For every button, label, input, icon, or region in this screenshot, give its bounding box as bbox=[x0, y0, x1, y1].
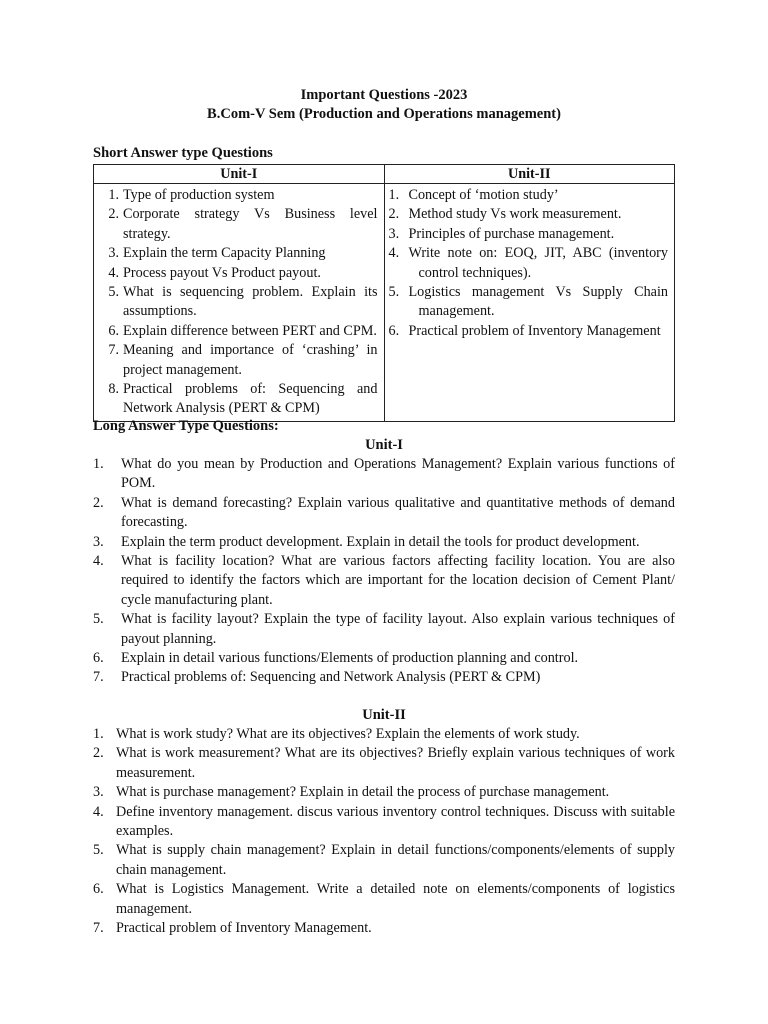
item-text: Process payout Vs Product payout. bbox=[123, 264, 321, 281]
item-number: 5. bbox=[108, 284, 119, 301]
unit1-column-header: Unit-I bbox=[94, 165, 385, 184]
item-text: Principles of purchase management. bbox=[408, 225, 615, 242]
item-number: 1. bbox=[93, 456, 104, 472]
item-number: 8. bbox=[108, 381, 119, 398]
item-text: Write note on: EOQ, JIT, ABC (inventory control techniques). bbox=[408, 245, 668, 281]
item-number: 3. bbox=[108, 245, 119, 262]
list-item bbox=[389, 225, 669, 244]
item-text: What do you mean by Production and Operations Management? Explain various functions of POM. bbox=[121, 456, 675, 492]
item-number: 1. bbox=[108, 187, 119, 203]
long-unit2-list bbox=[93, 725, 675, 938]
item-text: What is demand forecasting? Explain various qualitative and quantitative methods of demand forecasting. bbox=[121, 494, 675, 531]
long-unit1-list bbox=[93, 455, 675, 688]
item-text: Practical problem of Inventory Management bbox=[408, 322, 661, 339]
list-item bbox=[389, 283, 669, 322]
item-text: Practical problems of: Sequencing and Network Analysis (PERT & CPM) bbox=[121, 669, 541, 686]
item-text: What is supply chain management? Explain in detail functions/components/elements of supply chain management. bbox=[116, 842, 675, 878]
document-subtitle: B.Com-V Sem (Production and Operations management) bbox=[207, 106, 561, 122]
item-number: 2. bbox=[93, 745, 104, 762]
item-number: 4. bbox=[108, 264, 119, 281]
item-number: 6. bbox=[108, 322, 119, 339]
unit1-short-list bbox=[98, 186, 378, 419]
item-number: 3. bbox=[93, 784, 104, 801]
list-item bbox=[93, 744, 675, 783]
item-text: What is facility location? What are various factors affecting facility location. You are also required to identify the factors which are important for the location decision of Cement Plant/ cycle manufacturing plant. bbox=[121, 553, 675, 608]
list-item bbox=[93, 880, 675, 919]
list-item bbox=[98, 341, 378, 380]
list-item bbox=[98, 205, 378, 244]
item-number: 1. bbox=[388, 187, 400, 203]
unit2-column-header: Unit-II bbox=[384, 165, 675, 184]
list-item bbox=[98, 186, 378, 205]
list-item bbox=[93, 494, 675, 533]
list-item bbox=[98, 380, 378, 419]
list-item bbox=[93, 841, 675, 880]
item-text: Explain the term product development. Explain in detail the tools for product development. bbox=[121, 533, 640, 550]
item-text: What is purchase management? Explain in detail the process of purchase management. bbox=[116, 784, 610, 801]
list-item bbox=[93, 649, 675, 668]
list-item bbox=[93, 552, 675, 610]
item-text: What is sequencing problem. Explain its assumptions. bbox=[123, 284, 378, 320]
item-number: 5. bbox=[93, 611, 104, 628]
item-text: Meaning and importance of ‘crashing’ in project management. bbox=[123, 342, 378, 378]
item-number: 4. bbox=[93, 803, 104, 820]
item-number: 6. bbox=[93, 650, 104, 667]
item-text: Method study Vs work measurement. bbox=[408, 206, 622, 223]
short-answer-heading: Short Answer type Questions bbox=[93, 145, 273, 161]
item-number: 6. bbox=[93, 881, 104, 898]
item-number: 7. bbox=[93, 669, 104, 686]
item-number: 5. bbox=[93, 842, 104, 859]
list-item bbox=[93, 610, 675, 649]
short-answer-table bbox=[93, 164, 675, 422]
item-text: Practical problems of: Sequencing and Network Analysis (PERT & CPM) bbox=[123, 381, 378, 417]
list-item bbox=[93, 455, 675, 494]
item-text: Concept of ‘motion study’ bbox=[408, 187, 559, 203]
list-item bbox=[98, 264, 378, 283]
list-item bbox=[93, 803, 675, 842]
item-number: 4. bbox=[388, 245, 400, 262]
item-text: Explain difference between PERT and CPM. bbox=[123, 322, 377, 339]
unit2-short-cell bbox=[384, 184, 675, 422]
list-item bbox=[389, 205, 669, 224]
item-number: 5. bbox=[388, 284, 400, 301]
item-text: Define inventory management. discus various inventory control techniques. Discuss with suitable examples. bbox=[116, 803, 675, 840]
item-text: What is work measurement? What are its objectives? Briefly explain various techniques of work measurement. bbox=[116, 745, 675, 781]
list-item bbox=[98, 322, 378, 341]
item-number: 3. bbox=[93, 533, 104, 550]
list-item bbox=[98, 283, 378, 322]
item-number: 2. bbox=[93, 494, 104, 511]
item-number: 2. bbox=[388, 206, 400, 223]
list-item bbox=[93, 725, 675, 744]
list-item bbox=[93, 533, 675, 552]
item-text: Type of production system bbox=[123, 187, 275, 203]
item-number: 7. bbox=[108, 342, 119, 359]
document-title: Important Questions -2023 bbox=[300, 87, 468, 103]
list-item bbox=[93, 783, 675, 802]
item-text: Practical problem of Inventory Management. bbox=[116, 920, 372, 937]
long-answer-heading: Long Answer Type Questions: bbox=[93, 418, 279, 434]
long-unit1-heading: Unit-I bbox=[365, 437, 403, 453]
list-item bbox=[93, 919, 675, 938]
item-number: 4. bbox=[93, 553, 104, 570]
item-text: What is Logistics Management. Write a detailed note on elements/components of logistics management. bbox=[116, 881, 675, 917]
item-number: 2. bbox=[108, 206, 119, 223]
list-item bbox=[389, 186, 669, 205]
item-number: 6. bbox=[388, 322, 400, 339]
list-item bbox=[389, 244, 669, 283]
item-text: What is work study? What are its objectives? Explain the elements of work study. bbox=[116, 726, 580, 742]
item-number: 1. bbox=[93, 726, 104, 742]
item-number: 7. bbox=[93, 920, 104, 937]
item-text: Logistics management Vs Supply Chain management. bbox=[408, 284, 668, 320]
unit1-short-cell bbox=[94, 184, 385, 422]
item-text: Corporate strategy Vs Business level strategy. bbox=[123, 206, 378, 242]
list-item bbox=[389, 322, 669, 341]
unit2-short-list bbox=[389, 186, 669, 341]
item-text: Explain the term Capacity Planning bbox=[123, 245, 326, 262]
item-text: Explain in detail various functions/Elements of production planning and control. bbox=[121, 650, 579, 667]
long-unit2-heading: Unit-II bbox=[362, 707, 406, 723]
list-item bbox=[98, 244, 378, 263]
item-text: What is facility layout? Explain the type of facility layout. Also explain various techniques of payout planning. bbox=[121, 611, 675, 647]
list-item bbox=[93, 668, 675, 687]
item-number: 3. bbox=[388, 225, 400, 242]
